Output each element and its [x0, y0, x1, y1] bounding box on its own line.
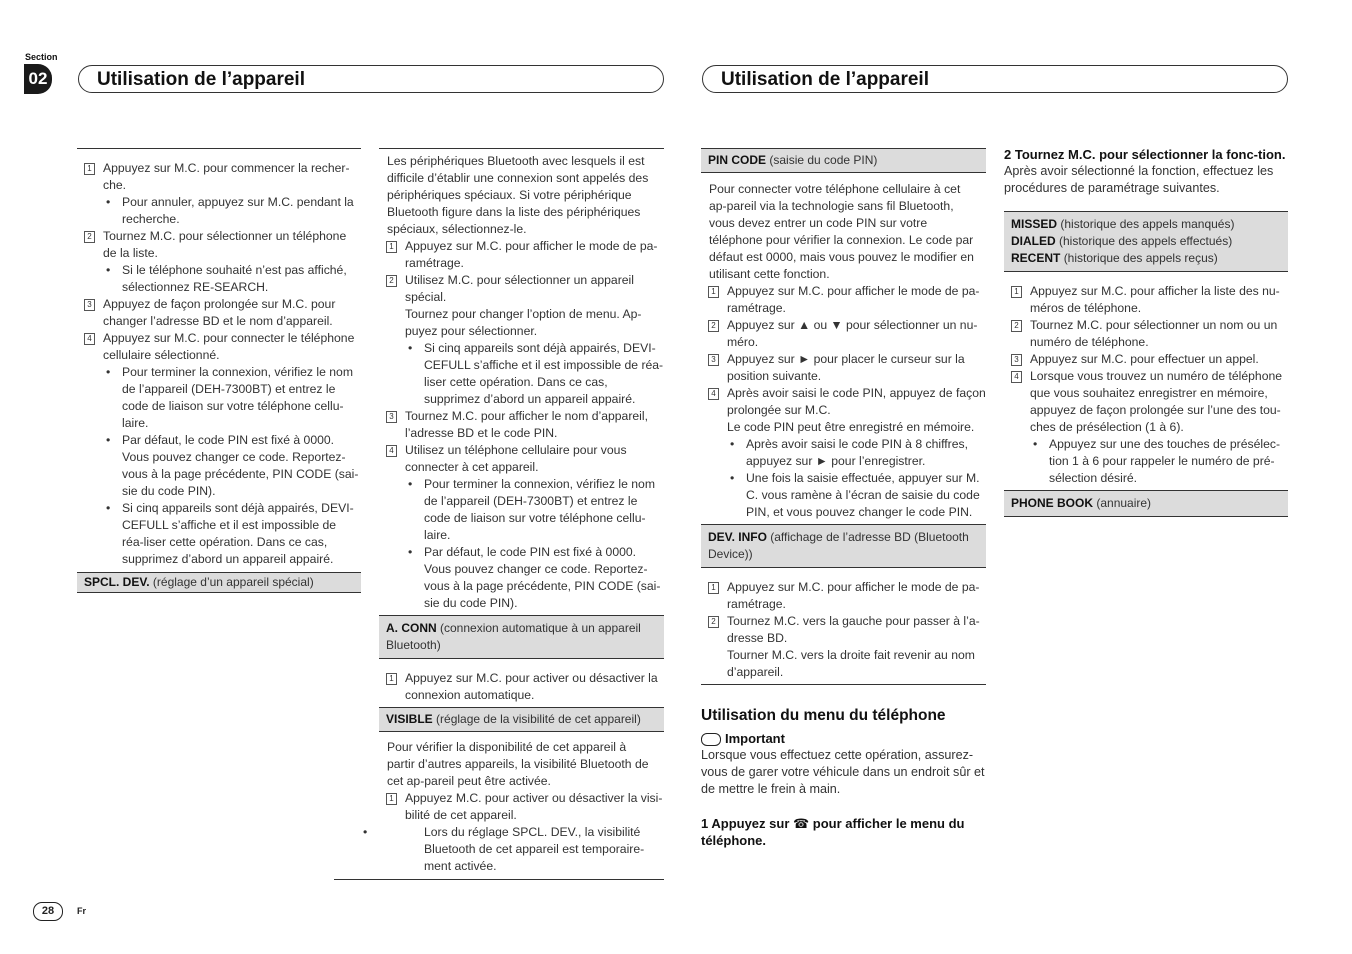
phone-menu-heading: Utilisation du menu du téléphone	[701, 707, 946, 724]
step-number-box: 1	[386, 673, 397, 685]
step-number-box: 3	[1011, 354, 1022, 366]
pin-intro: Pour connecter votre téléphone cellulaire à cet ap-pareil via la technologie sans fil Bluetooth, vous devez entrer un code PIN sur votre téléphone pour vérifier la connexion. Le code par défaut est 0000, mais vous pouvez le modifier en utilisant cette fonction.	[709, 182, 974, 281]
step-4: 4 Après avoir saisi le code PIN, appuyez de façon prolongée sur M.C.	[701, 385, 986, 419]
step-2: 2 Tournez M.C. pour sélectionner un téléphone de la liste.	[77, 228, 361, 262]
page-title-left: Utilisation de l’appareil	[78, 65, 664, 93]
bullet: • Si le téléphone souhaité n’est pas affiché, sélectionnez RE-SEARCH.	[77, 262, 361, 296]
section-number-tab: 02	[24, 64, 52, 94]
step-1: 1 Appuyez sur M.C. pour afficher le mode de pa-ramétrage.	[379, 238, 664, 272]
page-title-right: Utilisation de l’appareil	[702, 65, 1288, 93]
bullet: • Appuyez sur une des touches de présélec-tion 1 à 6 pour rappeler le numéro de pré-sélection désiré.	[1004, 436, 1288, 487]
step-2: 2 Utilisez M.C. pour sélectionner un appareil spécial.	[379, 272, 664, 306]
step-number-box: 2	[84, 231, 95, 243]
important-label: Important	[701, 730, 986, 747]
bullet: • Par défaut, le code PIN est fixé à 0000. Vous pouvez changer ce code. Reportez-vous à la page précédente, PIN CODE (sai-sie du code PIN).	[77, 432, 361, 500]
step-number-box: 4	[708, 388, 719, 400]
page-number: 28	[33, 902, 63, 921]
step-number-box: 1	[708, 582, 719, 594]
visible-intro: Pour vérifier la disponibilité de cet appareil à partir d’autres appareils, la visibilité Bluetooth de cet ap-pareil peut être activée.	[387, 740, 649, 788]
column-2	[379, 148, 664, 880]
step-3: 3 Appuyez sur M.C. pour effectuer un appel.	[1004, 351, 1288, 368]
step-1-heading: 1 Appuyez sur ☎ pour afficher le menu du téléphone.	[701, 816, 965, 848]
bullet: • Pour terminer la connexion, vérifiez le nom de l’appareil (DEH-7300BT) et entrez le code de liaison sur votre téléphone cellu-laire.	[379, 476, 664, 544]
column-3	[701, 148, 986, 849]
step-number-box: 4	[386, 445, 397, 457]
step-1: 1 Appuyez sur M.C. pour commencer la recher-che.	[77, 160, 361, 194]
menu-bar-call-history: MISSED (historique des appels manqués) DIALED (historique des appels effectués) RECENT (historique des appels reçus)	[1004, 211, 1288, 272]
step-number-box: 1	[386, 793, 397, 805]
bullet: • Lors du réglage SPCL. DEV., la visibilité Bluetooth de cet appareil est temporaire-ment activée.	[334, 824, 664, 880]
bullet: • Si cinq appareils sont déjà appairés, DEVI-CEFULL s’affiche et il est impossible de réa-liser cette opération. Dans ce cas, supprimez d’abord un appareil appairé.	[77, 500, 361, 568]
important-text: Lorsque vous effectuez cette opération, assurez-vous de garer votre véhicule dans un endroit sûr et de mettre le frein à main.	[701, 748, 985, 796]
step-number-box: 1	[84, 163, 95, 175]
step-2: 2 Tournez M.C. vers la gauche pour passer à l’a-dresse BD.	[701, 613, 986, 647]
step-4: 4 Utilisez un téléphone cellulaire pour vous connecter à cet appareil.	[379, 442, 664, 476]
step-4: 4 Lorsque vous trouvez un numéro de téléphone que vous souhaitez enregistrer en mémoire, appuyez de façon prolongée sur l’une des tou-ches de présélection (1 à 6).	[1004, 368, 1288, 436]
step-2: 2 Tournez M.C. pour sélectionner un nom ou un numéro de téléphone.	[1004, 317, 1288, 351]
step-1: 1 Appuyez sur M.C. pour afficher le mode de pa-ramétrage.	[701, 283, 986, 317]
column-4	[1004, 146, 1288, 517]
step-number-box: 1	[386, 241, 397, 253]
bullet: • Si cinq appareils sont déjà appairés, DEVI-CEFULL s’affiche et il est impossible de réa-liser cette opération. Dans ce cas, supprimez d’abord un appareil appairé.	[379, 340, 664, 408]
step-3: 3 Appuyez de façon prolongée sur M.C. pour changer l’adresse BD et le nom d’appareil.	[77, 296, 361, 330]
step-number-box: 3	[386, 411, 397, 423]
step-3: 3 Tournez M.C. pour afficher le nom d’appareil, l’adresse BD et le code PIN.	[379, 408, 664, 442]
step-note: Tournez pour changer l’option de menu. Ap-puyez pour sélectionner.	[405, 307, 642, 338]
step-note: Tourner M.C. vers la droite fait revenir au nom d’appareil.	[701, 647, 986, 685]
bullet: • Une fois la saisie effectuée, appuyer sur M. C. vous ramène à l’écran de saisie du code PIN, et vous pouvez changer le code PIN.	[701, 470, 986, 521]
bullet: • Par défaut, le code PIN est fixé à 0000. Vous pouvez changer ce code. Reportez-vous à la page précédente, PIN CODE (sai-sie du code PIN).	[379, 544, 664, 612]
bullet: • Pour terminer la connexion, vérifiez le nom de l’appareil (DEH-7300BT) et entrez le code de liaison sur votre téléphone cellu-laire.	[77, 364, 361, 432]
step-number-box: 3	[84, 299, 95, 311]
menu-bar-dev-info: DEV. INFO (affichage de l’adresse BD (Bluetooth Device))	[701, 524, 986, 568]
step-number-box: 1	[1011, 286, 1022, 298]
step-note: Le code PIN peut être enregistré en mémoire.	[727, 420, 975, 434]
menu-bar-visible: VISIBLE (réglage de la visibilité de cet appareil)	[379, 707, 664, 732]
step-number-box: 2	[1011, 320, 1022, 332]
step-1: 1 Appuyez sur M.C. pour afficher le mode de pa-ramétrage.	[701, 579, 986, 613]
bullet: • Après avoir saisi le code PIN à 8 chiffres, appuyez sur ► pour l’enregistrer.	[701, 436, 986, 470]
step-1: 1 Appuyez M.C. pour activer ou désactiver la visi-bilité de cet appareil.	[379, 790, 664, 824]
menu-bar-spcl-dev: SPCL. DEV. (réglage d’un appareil spécial)	[77, 572, 361, 593]
intro-paragraph: Les périphériques Bluetooth avec lesquels il est difficile d’établir une connexion sont appelés des périphériques spéciaux. Si votre périphérique Bluetooth figure dans la liste des périphériques spéciaux, sélectionnez-le.	[387, 154, 649, 236]
step-2: 2 Appuyez sur ▲ ou ▼ pour sélectionner un nu-méro.	[701, 317, 986, 351]
column-1	[77, 148, 361, 593]
step-number-box: 4	[1011, 371, 1022, 383]
bullet: • Pour annuler, appuyez sur M.C. pendant la recherche.	[77, 194, 361, 228]
step-number-box: 3	[708, 354, 719, 366]
step-3: 3 Appuyez sur ► pour placer le curseur sur la position suivante.	[701, 351, 986, 385]
step-number-box: 1	[708, 286, 719, 298]
menu-bar-phone-book: PHONE BOOK (annuaire)	[1004, 490, 1288, 517]
menu-bar-a-conn: A. CONN (connexion automatique à un appareil Bluetooth)	[379, 615, 664, 659]
language-code: Fr	[77, 906, 86, 916]
step-number-box: 2	[708, 616, 719, 628]
section-label: Section	[25, 52, 58, 62]
step-number-box: 2	[386, 275, 397, 287]
important-icon	[701, 733, 721, 746]
step-2-heading: 2 Tournez M.C. pour sélectionner la fonc-tion.	[1004, 147, 1286, 162]
step-number-box: 4	[84, 333, 95, 345]
step-4: 4 Appuyez sur M.C. pour connecter le téléphone cellulaire sélectionné.	[77, 330, 361, 364]
step-2-text: Après avoir sélectionné la fonction, effectuez les procédures de paramétrage suivantes.	[1004, 164, 1274, 195]
step-1: 1 Appuyez sur M.C. pour activer ou désactiver la connexion automatique.	[379, 670, 664, 704]
menu-bar-pin-code: PIN CODE (saisie du code PIN)	[701, 148, 986, 173]
step-number-box: 2	[708, 320, 719, 332]
step-1: 1 Appuyez sur M.C. pour afficher la liste des nu-méros de téléphone.	[1004, 283, 1288, 317]
